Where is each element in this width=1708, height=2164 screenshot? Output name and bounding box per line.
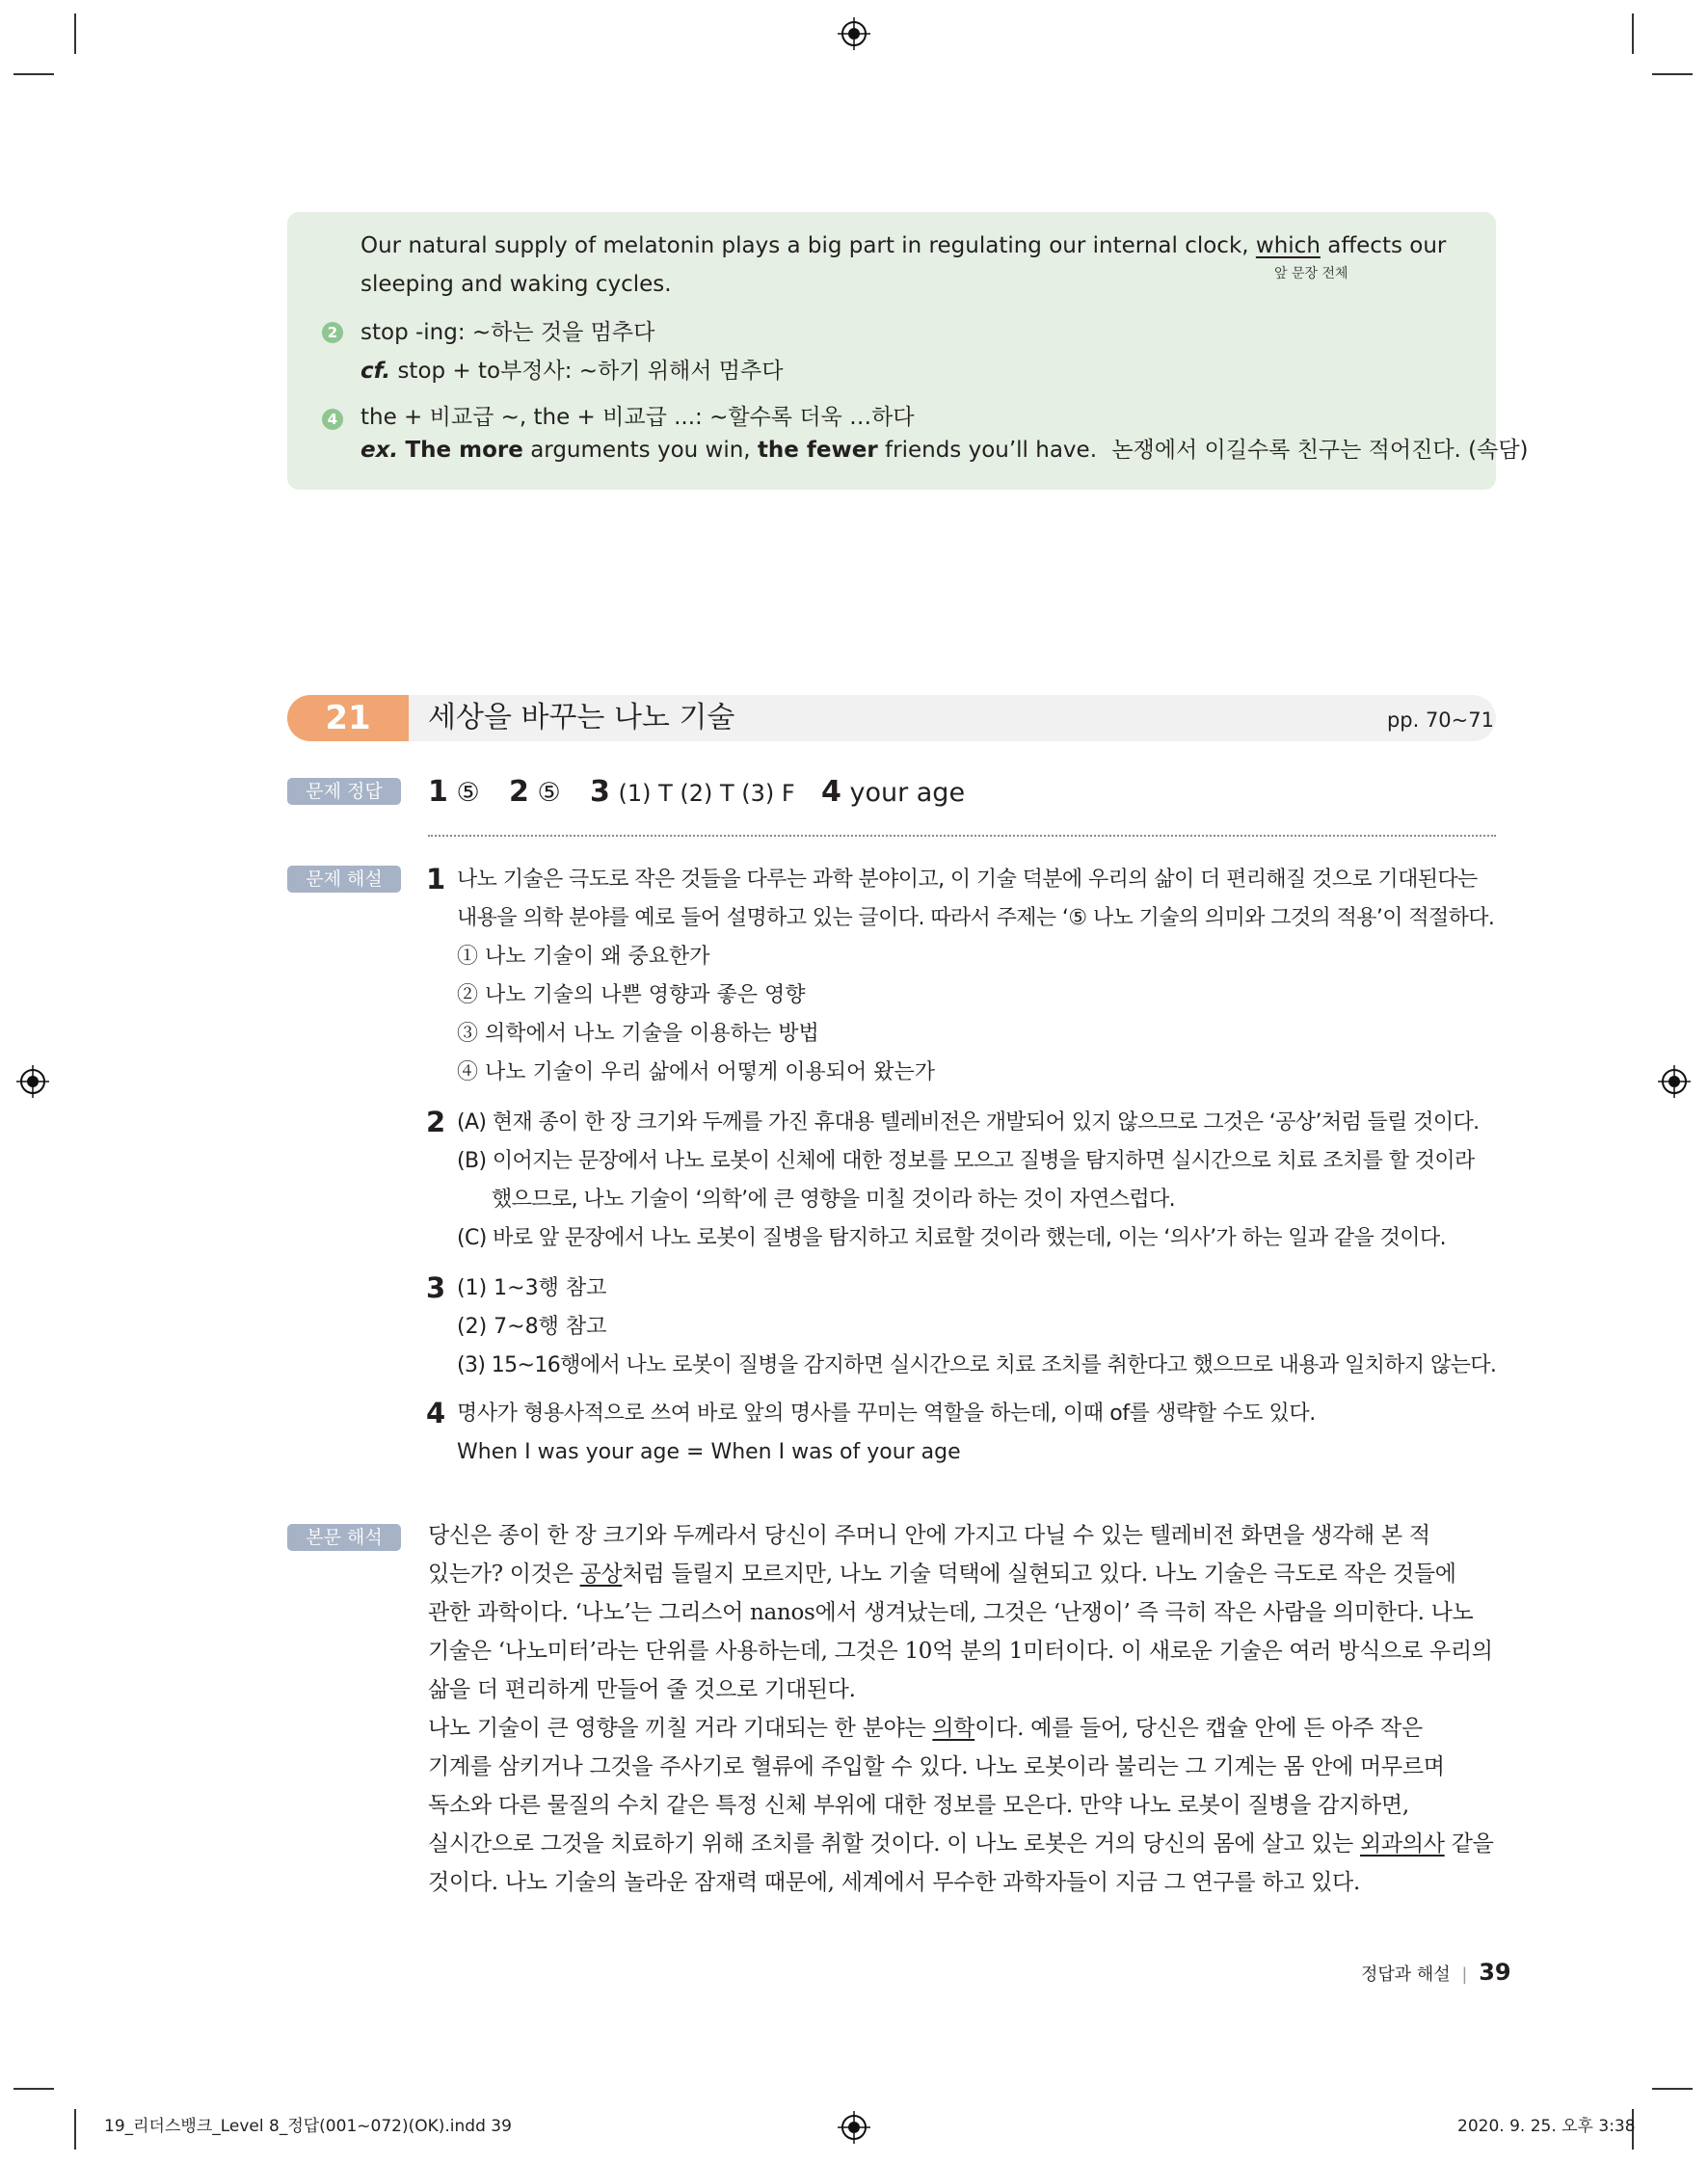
translation-line — [428, 1830, 1494, 1858]
explain-text: 나노 기술은 극도로 작은 것들을 다루는 과학 분야이고, 이 기술 덕분에 우리의 삶이 더 편리해질 것으로 기대된다는 — [457, 868, 1478, 892]
grammar-line — [360, 231, 1446, 260]
footer-section: 정답과 해설 | 39 — [1361, 1959, 1511, 1986]
translation-text: 이다. 예를 들어, 당신은 캡슐 안에 든 아주 작은 — [974, 1716, 1423, 1741]
translation-text: 있는가? 이것은 — [428, 1562, 574, 1587]
translation-line: 독소와 다른 물질의 수치 같은 특정 신체 부위에 대한 정보를 모은다. 만약 나노 로봇이 질병을 감지하면, — [428, 1793, 1409, 1818]
translation-underline: 공상 — [579, 1562, 623, 1587]
grammar-point-number: 4 — [322, 409, 343, 430]
translation-line: 기계를 삼키거나 그것을 주사기로 혈류에 주입할 수 있다. 나노 로봇이라 불리는 그 기계는 몸 안에 머무르며 — [428, 1754, 1445, 1779]
explain-text: When I was your age = When I was of your age — [457, 1440, 961, 1464]
footer-file: 19_리더스뱅크_Level 8_정답(001~072)(OK).indd 39 — [104, 2117, 512, 2136]
unit-pages: pp. 70~71 — [1386, 708, 1494, 732]
grammar-cf: cf. — [360, 359, 391, 384]
explain-option: ② 나노 기술의 나쁜 영향과 좋은 영향 — [457, 983, 806, 1007]
answer-number: 3 — [590, 775, 610, 809]
translation-text: 처럼 들릴지 모르지만, 나노 기술 덕택에 실현되고 있다. 나노 기술은 극도로 작은 것들에 — [622, 1562, 1456, 1587]
translation-text: 나노 기술이 큰 영향을 끼칠 거라 기대되는 한 분야는 — [428, 1716, 926, 1741]
explain-text: (1) 1~3행 참고 — [457, 1276, 607, 1300]
explain-text: (3) 15~16행에서 나노 로봇이 질병을 감지하면 실시간으로 치료 조치를 취한다고 했으므로 내용과 일치하지 않는다. — [457, 1353, 1497, 1377]
translation-line: 관한 과학이다. ‘나노’는 그리스어 nanos에서 생겨났는데, 그것은 ‘난쟁이’ 즉 극히 작은 사람을 의미한다. 나노 — [428, 1600, 1474, 1625]
explain-text: 내용을 의학 분야를 예로 들어 설명하고 있는 글이다. 따라서 주제는 ‘⑤ 나노 기술의 의미와 그것의 적용’이 적절하다. — [457, 906, 1495, 930]
grammar-line — [360, 357, 783, 386]
dotted-divider — [428, 835, 1496, 837]
translation-line: 것이다. 나노 기술의 놀라운 잠재력 때문에, 세계에서 무수한 과학자들이 지금 그 연구를 하고 있다. — [428, 1870, 1360, 1895]
grammar-translation: 논쟁에서 이길수록 친구는 적어진다. (속담) — [1111, 438, 1529, 463]
footer-section-title: 정답과 해설 — [1361, 1964, 1451, 1985]
translation-line: 삶을 더 편리하게 만들어 줄 것으로 기대된다. — [428, 1677, 856, 1702]
question-number: 1 — [426, 863, 446, 895]
explain-text: (A) 현재 종이 한 장 크기와 두께를 가진 휴대용 텔레비전은 개발되어 있지 않으므로 그것은 ‘공상’처럼 들릴 것이다. — [457, 1110, 1480, 1135]
grammar-bold: The more — [405, 438, 523, 463]
answer-value: ⑤ — [537, 778, 561, 808]
grammar-point-number: 2 — [322, 322, 343, 343]
crop-mark — [13, 73, 54, 75]
translation-line: 기술은 ‘나노미터’라는 단위를 사용하는데, 그것은 10억 분의 1미터이다. 이 새로운 기술은 여러 방식으로 우리의 — [428, 1639, 1493, 1664]
answer-number: 2 — [509, 775, 529, 809]
translation-text: 실시간으로 그것을 치료하기 위해 조치를 취할 것이다. 이 나노 로봇은 거의 당신의 몸에 살고 있는 — [428, 1831, 1353, 1857]
answer-3 — [590, 775, 795, 811]
grammar-line: stop -ing: ~하는 것을 멈추다 — [360, 320, 655, 345]
grammar-ex: ex. — [360, 438, 399, 463]
grammar-text: stop + to부정사: ~하기 위해서 멈추다 — [397, 359, 784, 384]
crop-mark — [74, 2109, 76, 2150]
explain-option: ③ 의학에서 나노 기술을 이용하는 방법 — [457, 1022, 819, 1046]
grammar-bold: the fewer — [757, 438, 878, 463]
explain-text: 했으므로, 나노 기술이 ‘의학’에 큰 영향을 미칠 것이라 하는 것이 자연스럽다. — [492, 1188, 1176, 1212]
translation-line — [428, 1714, 1423, 1743]
grammar-text: friends you’ll have. — [885, 438, 1098, 463]
registration-mark-icon — [16, 1065, 49, 1098]
grammar-line: the + 비교급 ~, the + 비교급 ...: ~할수록 더욱 …하다 — [360, 405, 915, 430]
explain-text: 명사가 형용사적으로 쓰여 바로 앞의 명사를 꾸미는 역할을 하는데, 이때 of를 생략할 수도 있다. — [457, 1402, 1316, 1426]
unit-number: 21 — [287, 695, 409, 741]
grammar-text: arguments you win, — [530, 438, 751, 463]
registration-mark-icon — [838, 2111, 870, 2144]
answer-number: 1 — [428, 775, 448, 809]
footer-date: 2020. 9. 25. 오후 3:38 — [1457, 2117, 1636, 2136]
registration-mark-icon — [1658, 1065, 1691, 1098]
answer-value: (1) T (2) T (3) F — [618, 780, 795, 807]
translation-label: 본문 해석 — [287, 1524, 401, 1551]
question-number: 4 — [426, 1397, 446, 1429]
translation-underline: 외과의사 — [1359, 1831, 1445, 1857]
grammar-text: affects our — [1327, 233, 1447, 258]
answers-label: 문제 정답 — [287, 778, 401, 805]
page-number: 39 — [1479, 1959, 1511, 1986]
answer-2 — [509, 775, 561, 811]
registration-mark-icon — [838, 17, 870, 50]
grammar-line: sleeping and waking cycles. — [360, 272, 672, 297]
answer-value: ⑤ — [456, 778, 480, 808]
grammar-highlight: which — [1255, 233, 1321, 258]
answer-4 — [821, 775, 965, 811]
answer-number: 4 — [821, 775, 841, 809]
question-number: 3 — [426, 1271, 446, 1304]
translation-text: 같을 — [1451, 1831, 1494, 1857]
explain-text: (2) 7~8행 참고 — [457, 1315, 607, 1339]
crop-mark — [1652, 73, 1693, 75]
explain-text: (C) 바로 앞 문장에서 나노 로봇이 질병을 탐지하고 치료할 것이라 했는데, 이는 ‘의사’가 하는 일과 같을 것이다. — [457, 1226, 1446, 1250]
unit-title: 세상을 바꾸는 나노 기술 — [428, 701, 735, 735]
translation-underline: 의학 — [932, 1716, 975, 1741]
crop-mark — [1652, 2088, 1693, 2090]
grammar-annotation: 앞 문장 전체 — [1274, 266, 1348, 281]
grammar-line — [360, 436, 1529, 465]
explain-option: ① 나노 기술이 왜 중요한가 — [457, 945, 710, 969]
question-number: 2 — [426, 1106, 446, 1138]
explain-text: (B) 이어지는 문장에서 나노 로봇이 신체에 대한 정보를 모으고 질병을 탐지하면 실시간으로 치료 조치를 할 것이라 — [457, 1149, 1475, 1173]
crop-mark — [13, 2088, 54, 2090]
explain-label: 문제 해설 — [287, 866, 401, 893]
explain-option: ④ 나노 기술이 우리 삶에서 어떻게 이용되어 왔는가 — [457, 1060, 935, 1084]
translation-line — [428, 1560, 1456, 1589]
grammar-text: Our natural supply of melatonin plays a big part in regulating our internal clock, — [360, 233, 1249, 258]
crop-mark — [74, 13, 76, 54]
answer-value: your age — [849, 778, 966, 808]
answer-1 — [428, 775, 480, 811]
crop-mark — [1632, 13, 1634, 54]
translation-line: 당신은 종이 한 장 크기와 두께라서 당신이 주머니 안에 가지고 다닐 수 있는 텔레비전 화면을 생각해 본 적 — [428, 1523, 1430, 1548]
